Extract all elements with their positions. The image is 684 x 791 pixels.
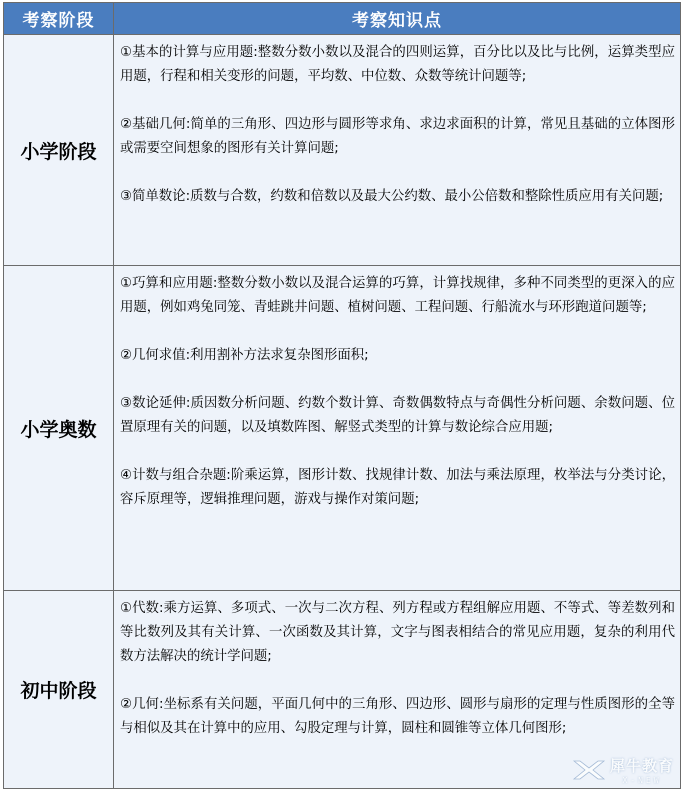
- knowledge-item: ②几何求值:利用割补方法求复杂图形面积;: [120, 348, 369, 363]
- knowledge-cell: [114, 35, 681, 266]
- watermark: [572, 755, 674, 785]
- table-row-primary: [4, 35, 681, 266]
- table-header-row: [4, 3, 681, 35]
- watermark-cn: 犀牛教育: [609, 757, 674, 775]
- knowledge-item: ③简单数论:质数与合数，约数和倍数以及最大公约数、最小公倍数和整除性质应用有关问题;: [120, 189, 664, 204]
- knowledge-item: ①基本的计算与应用题:整数分数小数以及混合的四则运算，百分比以及比与比例，运算类型应用题，行程和相关变形的问题，平均数、中位数、众数等统计问题等;: [120, 45, 675, 84]
- stage-cell: 小学奥数: [4, 266, 114, 591]
- knowledge-item: ③数论延伸:质因数分析问题、约数个数计算、奇数偶数特点与奇偶性分析问题、余数问题、位置原理有关的问题，以及填数阵图、解竖式类型的计算与数论综合应用题;: [120, 396, 675, 435]
- knowledge-item: ②几何:坐标系有关问题，平面几何中的三角形、四边形、圆形与扇形的定理与性质图形的全等与相似及其在计算中的应用、勾股定理与计算，圆柱和圆锥等立体几何图形;: [120, 697, 675, 736]
- rhino-logo-icon: [572, 757, 606, 783]
- watermark-en: X-NEW: [622, 776, 662, 785]
- knowledge-item: ④计数与组合杂题:阶乘运算，图形计数、找规律计数、加法与乘法原理，枚举法与分类讨论，容斥原理等，逻辑推理问题，游戏与操作对策问题;: [120, 468, 675, 507]
- knowledge-cell: [114, 266, 681, 591]
- header-knowledge: 考察知识点: [114, 3, 681, 35]
- knowledge-table: [3, 2, 681, 789]
- knowledge-item: ①巧算和应用题:整数分数小数以及混合运算的巧算，计算找规律，多种不同类型的更深入的应用题，例如鸡兔同笼、青蛙跳井问题、植树问题、工程问题、行船流水与环形跑道问题等;: [120, 276, 675, 315]
- header-stage: 考察阶段: [4, 3, 114, 35]
- stage-cell: 初中阶段: [4, 591, 114, 789]
- stage-cell: 小学阶段: [4, 35, 114, 266]
- knowledge-item: ①代数:乘方运算、多项式、一次与二次方程、列方程或方程组解应用题、不等式、等差数列和等比数列及其有关计算、一次函数及其计算，文字与图表相结合的常见应用题，复杂的利用代数方法解决的统计学问题;: [120, 601, 675, 664]
- knowledge-item: ②基础几何:简单的三角形、四边形与圆形等求角、求边求面积的计算，常见且基础的立体图形或需要空间想象的图形有关计算问题;: [120, 117, 675, 156]
- table-row-olympiad: [4, 266, 681, 591]
